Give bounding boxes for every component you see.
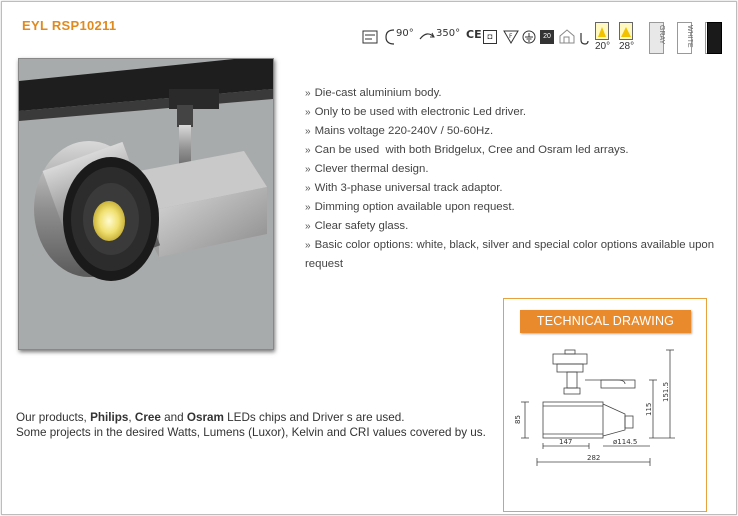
feature-text: Clear safety glass.	[314, 220, 409, 232]
dim-diameter: ø114.5	[613, 438, 638, 446]
hook-mount-icon	[578, 32, 590, 46]
feature-text: Only to be used with electronic Led driver.	[314, 106, 527, 118]
feature-item	[305, 236, 725, 273]
wide-beam-label: 28°	[619, 41, 635, 52]
dim-height-body: 85	[514, 415, 522, 424]
bullet-icon: »	[305, 164, 311, 175]
driver-icon	[362, 30, 378, 44]
feature-text: Clever thermal design.	[314, 163, 429, 175]
feature-item	[305, 141, 725, 160]
bullet-icon: »	[305, 126, 311, 137]
feature-text: With 3-phase universal track adaptor.	[314, 182, 503, 194]
dim-length-body: 147	[559, 438, 573, 446]
bullet-icon: »	[305, 183, 311, 194]
tilt-rotation-icon	[384, 28, 396, 46]
bullet-icon: »	[305, 88, 311, 99]
feature-item	[305, 160, 725, 179]
note-line-2: Some projects in the desired Watts, Lumens (Luxor), Kelvin and CRI values covered by us.	[16, 426, 486, 439]
color-swatch-gray[interactable]	[649, 22, 664, 54]
bottom-note	[16, 410, 486, 440]
bullet-icon: »	[305, 240, 311, 251]
note-line-1	[16, 410, 486, 425]
feature-item	[305, 122, 725, 141]
dim-height-mid: 115	[645, 402, 653, 416]
note-suffix: LEDs chips and Driver s are used.	[223, 411, 405, 424]
feature-item	[305, 84, 725, 103]
feature-item	[305, 103, 725, 122]
feature-text: Basic color options: white, black, silver and special color options available upon request	[305, 239, 715, 270]
color-swatch-white[interactable]	[677, 22, 692, 54]
bullet-icon: »	[305, 221, 311, 232]
brand-cree: Cree	[134, 411, 161, 424]
note-sep-2: and	[160, 411, 187, 424]
note-sep-1: ,	[128, 411, 135, 424]
feature-item	[305, 217, 725, 236]
technical-drawing-button[interactable]: TECHNICAL DRAWING	[520, 310, 691, 333]
ip-rating-icon: 20	[540, 30, 554, 44]
narrow-beam-icon	[595, 22, 609, 40]
brand-osram: Osram	[186, 411, 224, 424]
feature-text: Can be used with both Bridgelux, Cree and Osram led arrays.	[314, 144, 629, 156]
note-prefix: Our products,	[16, 411, 91, 424]
feature-item	[305, 179, 725, 198]
feature-text: Mains voltage 220-240V / 50-60Hz.	[314, 125, 494, 137]
narrow-beam-label: 20°	[595, 41, 611, 52]
svg-text:F: F	[509, 33, 513, 40]
pan-rotation-icon	[418, 30, 436, 42]
indoor-use-icon	[558, 28, 576, 44]
ce-mark-icon: CE	[466, 28, 482, 41]
technical-drawing-svg	[505, 340, 705, 470]
technical-drawing	[505, 340, 705, 470]
tilt-degree-label: 90°	[396, 28, 414, 39]
feature-text: Dimming option available upon request.	[314, 201, 515, 213]
bullet-icon: »	[305, 202, 311, 213]
wide-beam-icon	[619, 22, 633, 40]
swatch-label-white: WHITE	[686, 25, 693, 48]
bullet-icon: »	[305, 145, 311, 156]
spotlight-illustration	[19, 59, 273, 349]
bullet-icon: »	[305, 107, 311, 118]
swatch-label-gray: GRAY	[658, 25, 665, 45]
f-mark-icon	[503, 30, 519, 44]
feature-list	[305, 84, 725, 273]
product-photo	[18, 58, 274, 350]
dim-length-total: 282	[587, 454, 601, 462]
feature-text: Die-cast aluminium body.	[314, 87, 442, 99]
feature-item	[305, 198, 725, 217]
earth-ground-icon	[522, 30, 536, 44]
color-swatch-black[interactable]	[707, 22, 722, 54]
product-title: EYL RSP10211	[22, 18, 117, 33]
class-insulation-icon: ◘	[483, 30, 497, 44]
dim-height-total: 151.5	[662, 381, 670, 402]
pan-degree-label: 350°	[436, 28, 461, 39]
brand-philips: Philips	[90, 411, 129, 424]
